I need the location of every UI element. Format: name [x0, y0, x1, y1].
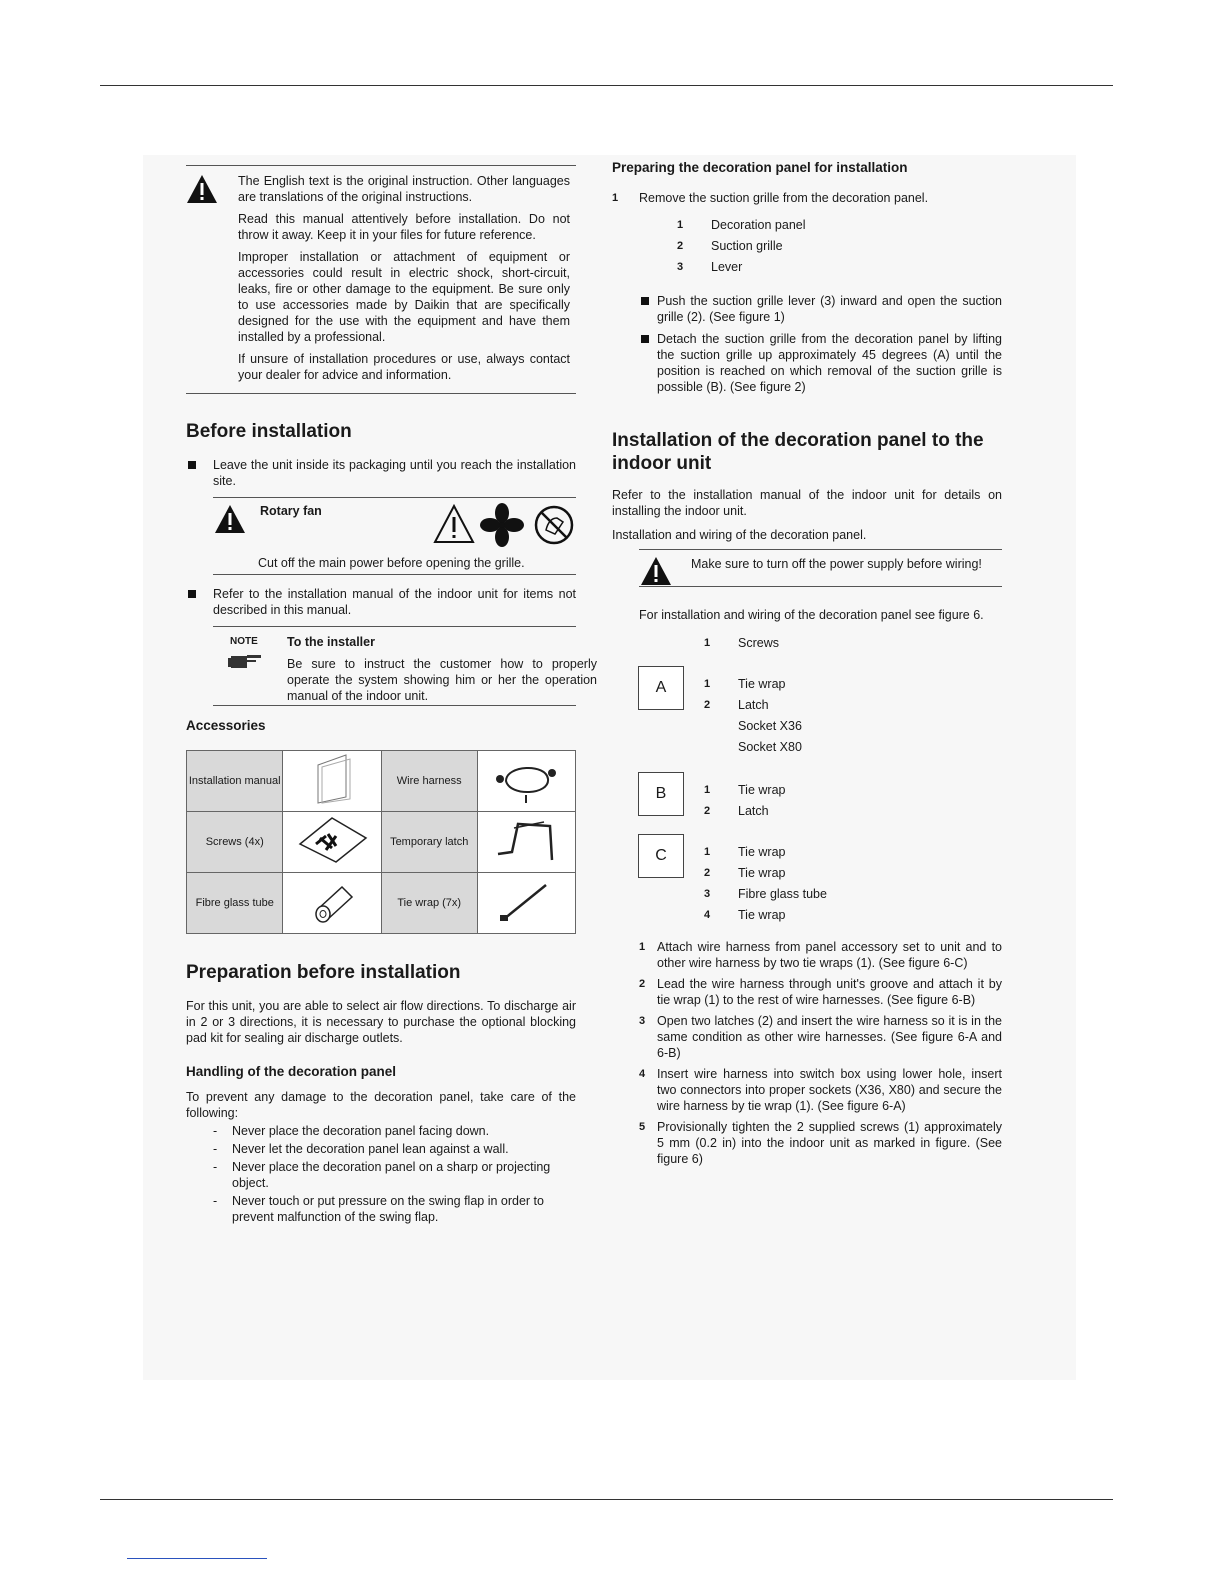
- warning-paragraph: The English text is the original instruction. Other languages are translations of the original instructions.: [238, 174, 570, 204]
- legend-item: 1 Tie wrap: [704, 677, 786, 691]
- install-step: 4 Insert wire harness into switch box using lower hole, insert two connectors into proper sockets (X36, X80) and secure the wire harness by tie wrap (1). (See figure 6-A): [639, 1067, 1002, 1113]
- before-bullet-2: Refer to the installation manual of the indoor unit for items not described in this manual.: [186, 586, 576, 618]
- install-step: 3 Open two latches (2) and insert the wire harness so it is in the same condition as other wire harnesses. (See figure 6-A and 6-B): [639, 1014, 1002, 1060]
- handling-item: - Never let the decoration panel lean against a wall.: [213, 1141, 576, 1157]
- note-title: To the installer: [287, 635, 375, 649]
- pointing-hand-icon: [228, 651, 262, 671]
- warning-paragraph: Read this manual attentively before installation. Do not throw it away. Keep it in your files for future reference.: [238, 212, 570, 242]
- legend-group-a: [612, 676, 1002, 760]
- install-heading: Installation of the decoration panel to the indoor unit: [612, 430, 984, 474]
- accessory-label: Temporary latch: [381, 812, 477, 873]
- legend-item: 2 Latch: [704, 698, 769, 712]
- handling-intro: To prevent any damage to the decoration panel, take care of the following:: [186, 1090, 576, 1120]
- legend-item: 1 Tie wrap: [704, 845, 786, 859]
- caution-triangle-icon: [433, 504, 475, 544]
- legend-group-b: [612, 782, 1002, 824]
- screws-icon: [283, 812, 381, 873]
- left-column: [186, 165, 597, 1225]
- header-rule: [100, 85, 1113, 86]
- wire-harness-icon: [477, 751, 575, 812]
- manual-icon: [283, 751, 381, 812]
- fan-icon: [480, 503, 524, 547]
- accessory-label: Tie wrap (7x): [381, 873, 477, 934]
- legend-item: 4 Tie wrap: [704, 908, 786, 922]
- warning-paragraph: If unsure of installation procedures or use, always contact your dealer for advice and information.: [238, 352, 570, 382]
- power-warning-text: Make sure to turn off the power supply before wiring!: [691, 557, 982, 571]
- legend-item: 2 Suction grille: [677, 239, 783, 253]
- legend-item: 2 Latch: [704, 804, 769, 818]
- legend-item: Socket X36: [738, 719, 802, 733]
- install-step: 2 Lead the wire harness through unit's groove and attach it by tie wrap (1) to the rest of wire harnesses. (See figure 6-B): [639, 977, 1002, 1007]
- accessories-heading: Accessories: [186, 718, 266, 733]
- tie-wrap-icon: [477, 873, 575, 934]
- warning-icon: [186, 174, 218, 204]
- rotary-fan-box: [213, 497, 576, 575]
- handling-item: - Never touch or put pressure on the swing flap in order to prevent malfunction of the swing flap.: [213, 1193, 572, 1225]
- rotary-fan-text: Cut off the main power before opening the grille.: [258, 556, 525, 570]
- right-column: [612, 160, 1002, 1172]
- preparation-text: For this unit, you are able to select air flow directions. To discharge air in 2 or 3 directions, it is necessary to purchase the optional blocking pad kit for sealing air discharge outlets.: [186, 999, 576, 1045]
- power-warning-box: [639, 549, 1002, 587]
- install-steps: [612, 939, 1002, 1167]
- step-number: 1: [612, 192, 619, 204]
- prep-bullet-1: Push the suction grille lever (3) inward and open the suction grille (2). (See figure 1): [639, 293, 1002, 325]
- handling-item: - Never place the decoration panel on a sharp or projecting object.: [213, 1159, 572, 1191]
- install-step: 1 Attach wire harness from panel accessory set to unit and to other wire harness by two tie wraps (1). (See figure 6-C): [639, 940, 1002, 970]
- step-1: [612, 190, 1002, 206]
- prep-bullet-2: Detach the suction grille from the decoration panel by lifting the suction grille up approximately 45 degrees (A) until the position is reached on which removal of the suction grille is possible (B). (See figure 2): [639, 331, 1002, 395]
- accessory-label: Installation manual: [187, 751, 283, 812]
- legend-item: 1 Tie wrap: [704, 783, 786, 797]
- before-bullet-1: Leave the unit inside its packaging until you reach the installation site.: [186, 457, 576, 489]
- footer-rule: [100, 1499, 1113, 1500]
- accessory-label: Fibre glass tube: [187, 873, 283, 934]
- install-paragraph: Refer to the installation manual of the indoor unit for details on installing the indoor unit.: [612, 488, 1002, 518]
- handling-heading: Handling of the decoration panel: [186, 1064, 397, 1079]
- figure-box-b: B: [638, 772, 684, 816]
- latch-icon: [477, 812, 575, 873]
- accessory-label: Wire harness: [381, 751, 477, 812]
- figure-6-text: For installation and wiring of the decoration panel see figure 6.: [639, 608, 984, 622]
- warning-icon: [214, 504, 246, 534]
- warning-paragraph: Improper installation or attachment of equipment or accessories could result in electric shock, short-circuit, leaks, fire or other damage to the equipment. Be sure only to use accessories made by Daikin that are specifically designed for the use with the equipment and have them installed by a professional.: [238, 250, 570, 344]
- prep-panel-heading: Preparing the decoration panel for installation: [612, 160, 908, 175]
- legend-item: 3 Fibre glass tube: [704, 887, 827, 901]
- legend-list: [612, 217, 1002, 280]
- accessories-table: [186, 750, 576, 934]
- safety-warning-box: [186, 165, 576, 394]
- figure-box-a: A: [638, 666, 684, 710]
- step-text: Remove the suction grille from the decoration panel.: [639, 191, 929, 205]
- legend-item: 1 Decoration panel: [677, 218, 806, 232]
- install-paragraph: Installation and wiring of the decoration panel.: [612, 528, 867, 542]
- rotary-fan-title: Rotary fan: [260, 504, 322, 518]
- legend-item: 1 Screws: [704, 636, 779, 650]
- note-text: Be sure to instruct the customer how to properly operate the system showing him or her the operation manual of the indoor unit.: [287, 657, 597, 703]
- accessory-label: Screws (4x): [187, 812, 283, 873]
- footer-link-underline[interactable]: [127, 1558, 267, 1559]
- note-label: NOTE: [230, 636, 258, 647]
- note-box: [213, 626, 597, 706]
- warning-icon: [640, 556, 672, 586]
- tube-icon: [283, 873, 381, 934]
- legend-item: 2 Tie wrap: [704, 866, 786, 880]
- handling-item: - Never place the decoration panel facing down.: [213, 1123, 576, 1139]
- legend-group-c: [612, 844, 1002, 928]
- legend-item: 3 Lever: [677, 260, 743, 274]
- no-hand-icon: [533, 504, 575, 546]
- before-installation-heading: Before installation: [186, 421, 352, 442]
- install-step: 5 Provisionally tighten the 2 supplied screws (1) approximately 5 mm (0.2 in) into the indoor unit as marked in figure. (See figure 6): [639, 1120, 1002, 1166]
- figure-6-legend: [612, 635, 1002, 935]
- legend-item: Socket X80: [738, 740, 802, 754]
- figure-box-c: C: [638, 834, 684, 878]
- preparation-heading: Preparation before installation: [186, 962, 461, 983]
